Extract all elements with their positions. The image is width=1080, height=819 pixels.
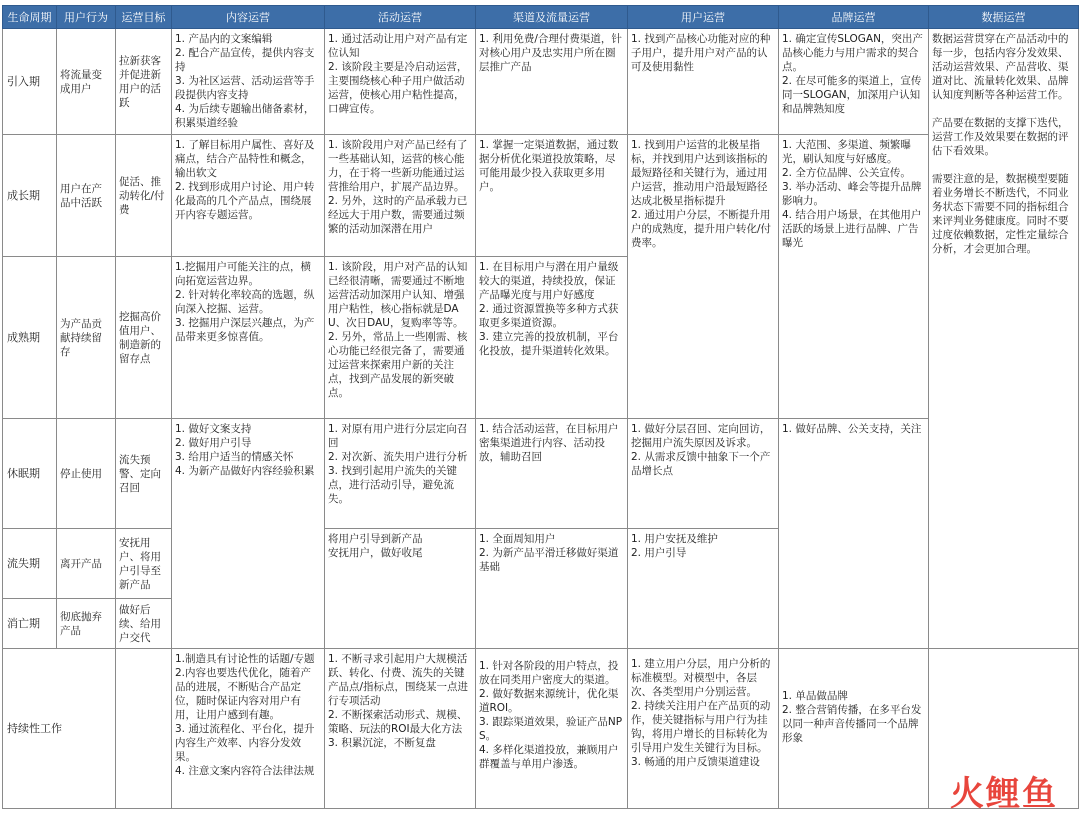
content-ops-cell: 1.制造具有讨论性的话题/专题 2.内容也要迭代优化，随着产品的进展，不断贴合产品定位，随时保证内容对用户有用，让用户感到有趣。 3. 通过流程化、平台化，提升内容生产效率、内容分发效果。 4. 注意文案内容符合法律法规 (172, 649, 325, 809)
activity-ops-cell: 1. 该阶段用户对产品已经有了一些基础认知，运营的核心能力，在于将一些新功能通过运营推给用户，扩展产品边界。 2. 另外，这时的产品承载力已经远大于用户数，需要通过频繁的活动加深潜在用户 (325, 135, 476, 257)
brand-ops-cell: 1. 做好品牌、公关支持，关注 (779, 419, 929, 649)
user-ops-cell: 1. 用户安抚及维护 2. 用户引导 (628, 529, 779, 649)
header-channel-ops: 渠道及流量运营 (476, 6, 628, 29)
header-content-ops: 内容运营 (172, 6, 325, 29)
goal-cell: 促活、推动转化/付费 (116, 135, 172, 257)
goal-cell: 挖掘高价值用户、制造新的留存点 (116, 257, 172, 419)
data-ops-cell: 数据运营贯穿在产品活动中的每一步，包括内容分发效果、活动运营效果、产品营收、渠道对比、流量转化效果、品牌认知度判断等各种运营工作。 产品要在数据的支撑下迭代，运营工作及效果要在数据的评估下看效果。 需要注意的是，数据模型要随着业务增长不断迭代，不同业务状态下需要不同的指标组合来评判业务健康度。同时不要过度依赖数据，定性定量综合分析，才会更加合理。 (929, 29, 1079, 649)
stage-cell: 消亡期 (3, 599, 57, 649)
header-data-ops: 数据运营 (929, 6, 1079, 29)
brand-ops-cell: 1. 大范围、多渠道、频繁曝光，刷认知度与好感度。 2. 全方位品牌、公关宣传。 3. 举办活动、峰会等提升品牌影响力。 4. 结合用户场景，在其他用户活跃的场景上进行品牌、广告曝光 (779, 135, 929, 419)
activity-ops-cell: 将用户引导到新产品 安抚用户，做好收尾 (325, 529, 476, 649)
stage-cell: 成熟期 (3, 257, 57, 419)
content-ops-cell: 1. 了解目标用户属性、喜好及痛点，结合产品特性和概念，输出软文 2. 找到形成用户讨论、用户转化最高的几个产品点，围绕展开内容专题运营。 (172, 135, 325, 257)
header-lifecycle: 生命周期 (3, 6, 57, 29)
stage-cell: 流失期 (3, 529, 57, 599)
header-user-behavior: 用户行为 (57, 6, 116, 29)
goal-cell: 做好后续、给用户交代 (116, 599, 172, 649)
user-ops-cell: 1. 找到用户运营的北极星指标，并找到用户达到该指标的最短路径和关键行为，通过用户运营，推动用户沿最短路径达成北极星指标提升 2. 通过用户分层，不断提升用户的成熟度，提升用户转化/付费率。 (628, 135, 779, 419)
user-ops-cell: 1. 建立用户分层，用户分析的标准模型。对模型中，各层次、各类型用户分别运营。 2. 持续关注用户在产品页的动作，使关键指标与用户行为挂钩，将用户增长的目标转化为引导用户发生关键行为目标。 3. 畅通的用户反馈渠道建设 (628, 649, 779, 809)
behavior-cell: 为产品贡献持续留存 (57, 257, 116, 419)
channel-ops-cell: 1. 在目标用户与潜在用户量级较大的渠道，持续投放，保证产品曝光度与用户好感度 2. 通过资源置换等多种方式获取更多渠道资源。 3. 建立完善的投放机制，平台化投放，提升渠道转化效果。 (476, 257, 628, 419)
table-row (3, 135, 1079, 257)
activity-ops-cell: 1. 不断寻求引起用户大规模活跃、转化、付费、流失的关键产品点/指标点，围绕某一点进行专项活动 2. 不断探索活动形式、规模、策略、玩法的ROI最大化方法 3. 积累沉淀，不断复盘 (325, 649, 476, 809)
watermark-logo: 火鲤鱼 (950, 774, 1058, 814)
goal-cell: 流失预警、定向召回 (116, 419, 172, 529)
stage-cell: 休眠期 (3, 419, 57, 529)
behavior-cell: 将流量变成用户 (57, 29, 116, 135)
stage-cell: 持续性工作 (3, 649, 116, 809)
goal-cell: 安抚用户、将用户引导至新产品 (116, 529, 172, 599)
activity-ops-cell: 1. 该阶段，用户对产品的认知已经很清晰，需要通过不断地运营活动加深用户认知、增强用户粘性，核心指标就是DAU、次日DAU，复购率等等。 2. 另外，常品上一些刚需、核心功能已经很完备了，需要通过运营来探索用户新的关注点，找到产品发展的新突破点。 (325, 257, 476, 419)
content-ops-cell: 1. 产品内的文案编辑 2. 配合产品宣传，提供内容支持 3. 为社区运营、活动运营等手段提供内容支持 4. 为后续专题输出储备素材，积累渠道经验 (172, 29, 325, 135)
content-ops-cell: 1. 做好文案支持 2. 做好用户引导 3. 给用户适当的情感关怀 4. 为新产品做好内容经验积累 (172, 419, 325, 649)
behavior-cell: 用户在产品中活跃 (57, 135, 116, 257)
stage-cell: 成长期 (3, 135, 57, 257)
goal-cell: 拉新获客并促进新用户的活跃 (116, 29, 172, 135)
channel-ops-cell: 1. 掌握一定渠道数据，通过数据分析优化渠道投放策略，尽可能用最少投入获取更多用户。 (476, 135, 628, 257)
brand-ops-cell: 1. 确定宣传SLOGAN，突出产品核心能力与用户需求的契合点。 2. 在尽可能多的渠道上，宣传同一SLOGAN，加深用户认知和品牌熟知度 (779, 29, 929, 135)
behavior-cell: 停止使用 (57, 419, 116, 529)
brand-ops-cell: 1. 单品做品牌 2. 整合营销传播，在多平台发以同一种声音传播同一个品牌形象 (779, 649, 929, 809)
table-row (3, 649, 1079, 809)
goal-cell (116, 649, 172, 809)
channel-ops-cell: 1. 全面周知用户 2. 为新产品平滑迁移做好渠道基础 (476, 529, 628, 649)
behavior-cell: 彻底抛弃产品 (57, 599, 116, 649)
user-ops-cell: 1. 做好分层召回、定向回访，挖掘用户流失原因及诉求。 2. 从需求反馈中抽象下一个产品增长点 (628, 419, 779, 529)
header-ops-goal: 运营目标 (116, 6, 172, 29)
channel-ops-cell: 1. 针对各阶段的用户特点，投放在同类用户密度大的渠道。 2. 做好数据来源统计，优化渠道ROI。 3. 跟踪渠道效果，验证产品NPS。 4. 多样化渠道投放，兼顾用户群覆盖与单用户渗透。 (476, 649, 628, 809)
header-activity-ops: 活动运营 (325, 6, 476, 29)
activity-ops-cell: 1. 通过活动让用户对产品有定位认知 2. 该阶段主要是冷启动运营，主要围绕核心种子用户做活动运营，使核心用户粘性提高，口碑宣传。 (325, 29, 476, 135)
table-row (3, 29, 1079, 135)
operations-lifecycle-table (2, 5, 1079, 809)
content-ops-cell: 1.挖掘用户可能关注的点，横向拓宽运营边界。 2. 针对转化率较高的选题，纵向深入挖掘、运营。 3. 挖掘用户深层兴趣点，为产品带来更多惊喜值。 (172, 257, 325, 419)
user-ops-cell: 1. 找到产品核心功能对应的种子用户，提升用户对产品的认可及使用黏性 (628, 29, 779, 135)
channel-ops-cell: 1. 利用免费/合理付费渠道，针对核心用户及忠实用户所在圈层推广产品 (476, 29, 628, 135)
header-brand-ops: 品牌运营 (779, 6, 929, 29)
table-row (3, 419, 1079, 529)
stage-cell: 引入期 (3, 29, 57, 135)
header-row (3, 6, 1079, 29)
channel-ops-cell: 1. 结合活动运营，在目标用户密集渠道进行内容、活动投放，辅助召回 (476, 419, 628, 529)
behavior-cell: 离开产品 (57, 529, 116, 599)
activity-ops-cell: 1. 对原有用户进行分层定向召回 2. 对次新、流失用户进行分析 3. 找到引起用户流失的关键点，进行活动引导，避免流失。 (325, 419, 476, 529)
header-user-ops: 用户运营 (628, 6, 779, 29)
